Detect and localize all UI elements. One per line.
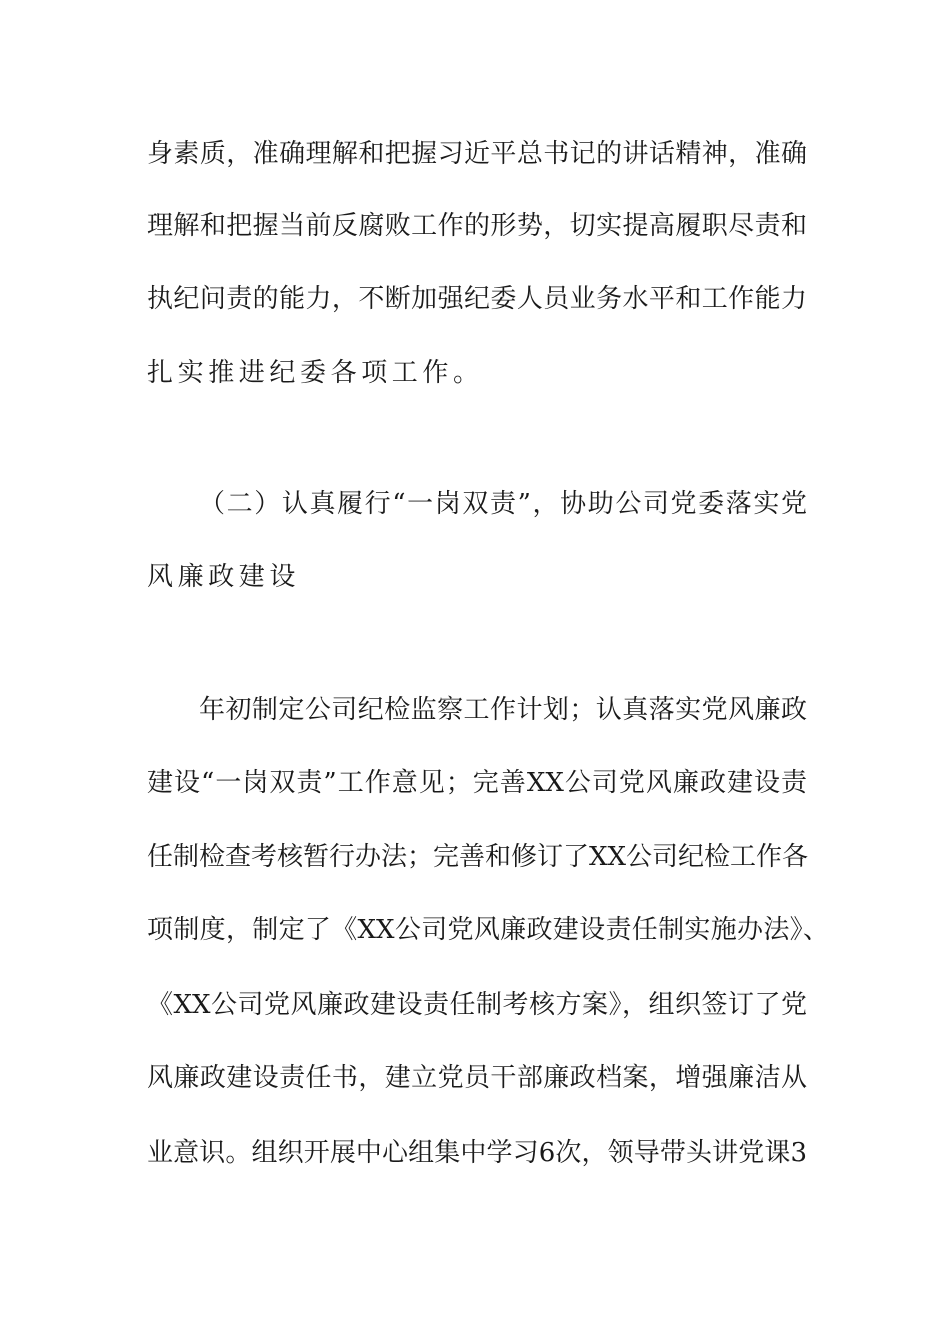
paragraph-line: 业意识。组织开展中心组集中学习6次，领导带头讲党课3 xyxy=(147,1138,807,1168)
paragraph-line: 任制检查考核暂行办法；完善和修订了XX公司纪检工作各 xyxy=(147,842,809,872)
paragraph-line: 扎实推进纪委各项工作。 xyxy=(147,358,484,388)
paragraph-line: 《XX公司党风廉政建设责任制考核方案》，组织签订了党 xyxy=(147,990,807,1020)
paragraph-line: 理解和把握当前反腐败工作的形势，切实提高履职尽责和 xyxy=(147,211,807,241)
section-heading: 风廉政建设 xyxy=(147,562,301,592)
paragraph-line: 建设“一岗双责”工作意见；完善XX公司党风廉政建设责 xyxy=(147,768,807,798)
section-heading: （二）认真履行“一岗双责”，协助公司党委落实党 xyxy=(199,489,807,519)
paragraph-line: 年初制定公司纪检监察工作计划；认真落实党风廉政 xyxy=(199,695,807,725)
paragraph-line: 风廉政建设责任书，建立党员干部廉政档案，增强廉洁从 xyxy=(147,1063,807,1093)
paragraph-line: 执纪问责的能力，不断加强纪委人员业务水平和工作能力 xyxy=(147,284,807,314)
paragraph-line: 身素质，准确理解和把握习近平总书记的讲话精神，准确 xyxy=(147,139,807,169)
paragraph-line: 项制度，制定了《XX公司党风廉政建设责任制实施办法》、 xyxy=(147,915,829,945)
